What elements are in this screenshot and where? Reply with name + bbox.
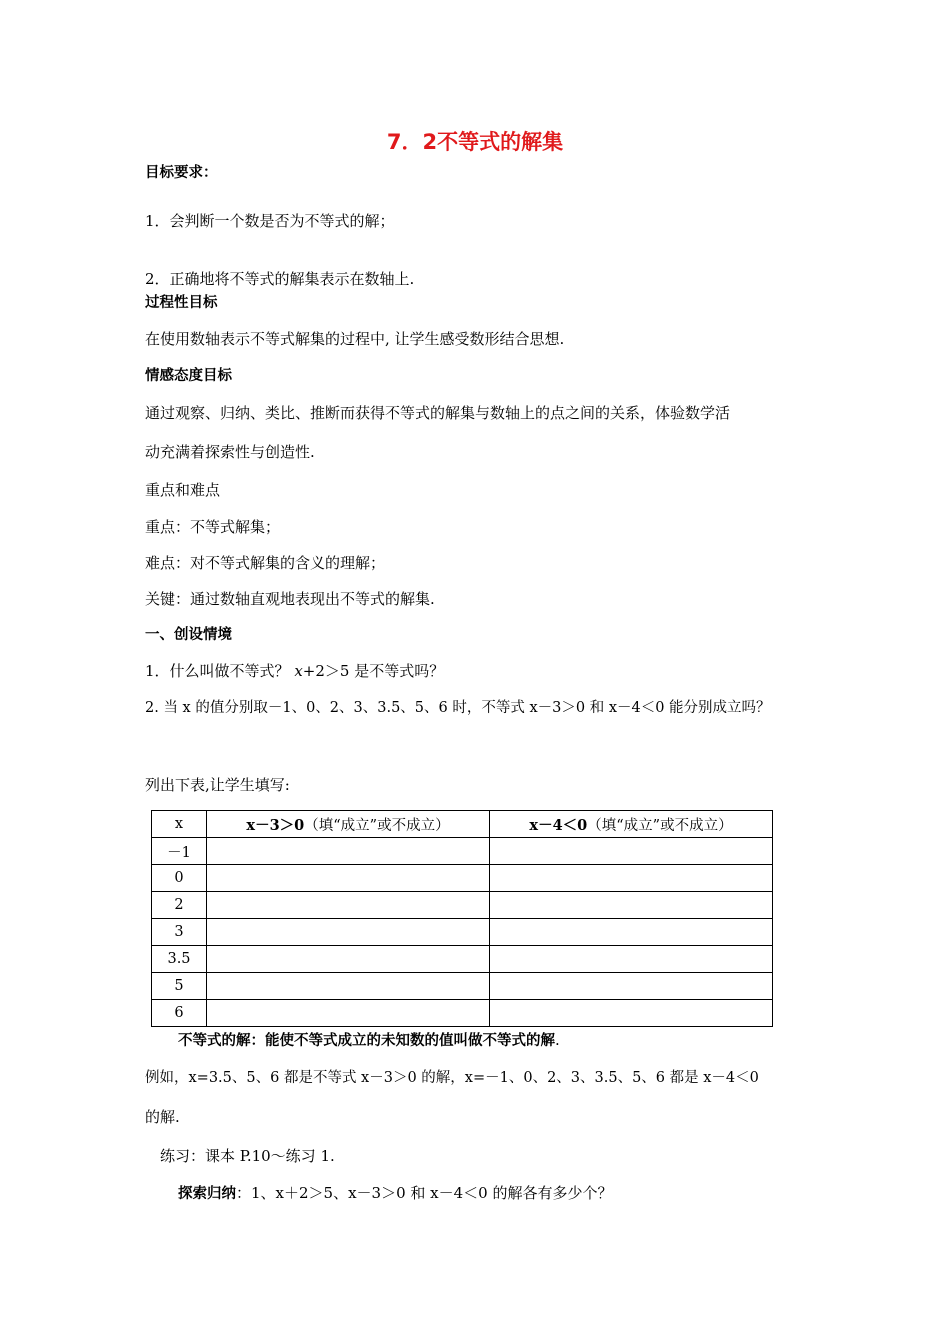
table-header-row — [152, 811, 773, 838]
process-text: 在使用数轴表示不等式解集的过程中, 让学生感受数形结合思想. — [145, 330, 565, 348]
answer-cell-1[interactable] — [207, 865, 490, 892]
table-row — [152, 838, 773, 865]
keypoint-key: 关键：通过数轴直观地表现出不等式的解集. — [145, 590, 435, 608]
x-value-cell: 2 — [152, 892, 207, 919]
process-heading: 过程性目标 — [145, 295, 218, 311]
answer-cell-1[interactable] — [207, 892, 490, 919]
definition-text: 不等式的解：能使不等式成立的未知数的值叫做不等式的解 — [178, 1033, 555, 1049]
explore-label: 探索归纳 — [178, 1186, 236, 1202]
goal-item-2: 2．正确地将不等式的解集表示在数轴上. — [145, 270, 415, 288]
goal-item-1: 1．会判断一个数是否为不等式的解； — [145, 212, 395, 230]
answer-cell-1[interactable] — [207, 973, 490, 1000]
answer-cell-2[interactable] — [490, 946, 773, 973]
answer-cell-1[interactable] — [207, 946, 490, 973]
fill-in-table — [151, 810, 773, 1027]
example-line-2: 的解. — [145, 1108, 180, 1126]
table-row — [152, 892, 773, 919]
answer-cell-1[interactable] — [207, 1000, 490, 1027]
question-2: 2. 当 x 的值分别取－1、0、2、3、3.5、5、6 时，不等式 x－3＞0 和 x－4＜0 能分别成立吗？ — [145, 700, 771, 716]
table-row — [152, 973, 773, 1000]
answer-cell-1[interactable] — [207, 919, 490, 946]
header-inequality-2 — [490, 811, 773, 838]
question-1-variable: x — [294, 662, 303, 680]
question-1-suffix: +2＞5 是不等式吗？ — [302, 662, 445, 680]
x-value-cell: 6 — [152, 1000, 207, 1027]
header-inequality-2-expr: x－4＜0 — [529, 816, 588, 834]
keypoints-heading: 重点和难点 — [145, 481, 221, 499]
emotion-line-2: 动充满着探索性与创造性. — [145, 443, 315, 461]
explore-line — [178, 1183, 613, 1204]
header-x: x — [152, 811, 207, 838]
question-1-prefix: 1．什么叫做不等式？ — [145, 662, 295, 680]
table-intro: 列出下表,让学生填写: — [145, 776, 290, 794]
header-inequality-1 — [207, 811, 490, 838]
table-row — [152, 1000, 773, 1027]
x-value-cell: －1 — [152, 838, 207, 865]
table-row — [152, 865, 773, 892]
x-value-cell: 3 — [152, 919, 207, 946]
answer-cell-2[interactable] — [490, 919, 773, 946]
answer-cell-1[interactable] — [207, 838, 490, 865]
goals-heading: 目标要求： — [145, 165, 218, 181]
practice-line: 练习：课本 P.10～练习 1. — [160, 1147, 335, 1165]
example-line-1: 例如，x=3.5、5、6 都是不等式 x－3＞0 的解，x=－1、0、2、3、3.5、5、6 都是 x－4＜0 — [145, 1070, 759, 1086]
header-inequality-2-note: （填“成立”或不成立） — [587, 817, 733, 834]
keypoint-focus: 重点：不等式解集； — [145, 518, 281, 536]
answer-cell-2[interactable] — [490, 838, 773, 865]
header-inequality-1-expr: x－3＞0 — [246, 816, 305, 834]
table-row — [152, 919, 773, 946]
question-1 — [145, 661, 444, 681]
table-row — [152, 946, 773, 973]
definition-period: . — [555, 1031, 560, 1049]
header-inequality-1-note: （填“成立”或不成立） — [304, 817, 450, 834]
x-value-cell: 5 — [152, 973, 207, 1000]
answer-cell-2[interactable] — [490, 892, 773, 919]
keypoint-difficulty: 难点：对不等式解集的含义的理解； — [145, 554, 386, 572]
answer-cell-2[interactable] — [490, 1000, 773, 1027]
emotion-line-1: 通过观察、归纳、类比、推断而获得不等式的解集与数轴上的点之间的关系，体验数学活 — [145, 404, 731, 422]
x-value-cell: 3.5 — [152, 946, 207, 973]
section1-heading: 一、创设情境 — [145, 627, 232, 643]
page-title: 7．2不等式的解集 — [386, 130, 564, 154]
answer-cell-2[interactable] — [490, 973, 773, 1000]
x-value-cell: 0 — [152, 865, 207, 892]
definition — [178, 1030, 560, 1051]
explore-question: ：1、x＋2＞5、x－3＞0 和 x－4＜0 的解各有多少个？ — [236, 1184, 613, 1202]
emotion-heading: 情感态度目标 — [145, 368, 232, 384]
answer-cell-2[interactable] — [490, 865, 773, 892]
